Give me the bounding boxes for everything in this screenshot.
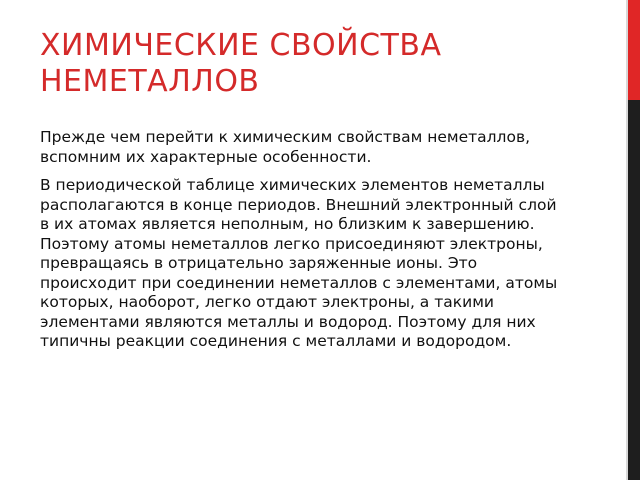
intro-paragraph: Прежде чем перейти к химическим свойствам неметаллов, вспомним их характерные особенности. xyxy=(40,128,531,166)
slide-body xyxy=(40,128,570,361)
main-paragraph: В периодической таблице химических элементов неметаллы располагаются в конце периодов. Внешний электронный слой в их атомах является неполным, но близким к завершению. Поэтому атомы неметаллов легко присоединяют электроны, превращаясь в отрицательно заряженные ионы. Это происходит при соединении неметаллов с элементами, атомы которых, наоборот, легко отдают электроны, а такими элементами являются металлы и водород. Поэтому для них типичны реакции соединения с металлами и водородом. xyxy=(40,176,558,350)
accent-bar-bottom xyxy=(628,100,640,480)
slide-title: ХИМИЧЕСКИЕ СВОЙСТВА НЕМЕТАЛЛОВ xyxy=(40,28,442,99)
accent-bar-top xyxy=(628,0,640,100)
